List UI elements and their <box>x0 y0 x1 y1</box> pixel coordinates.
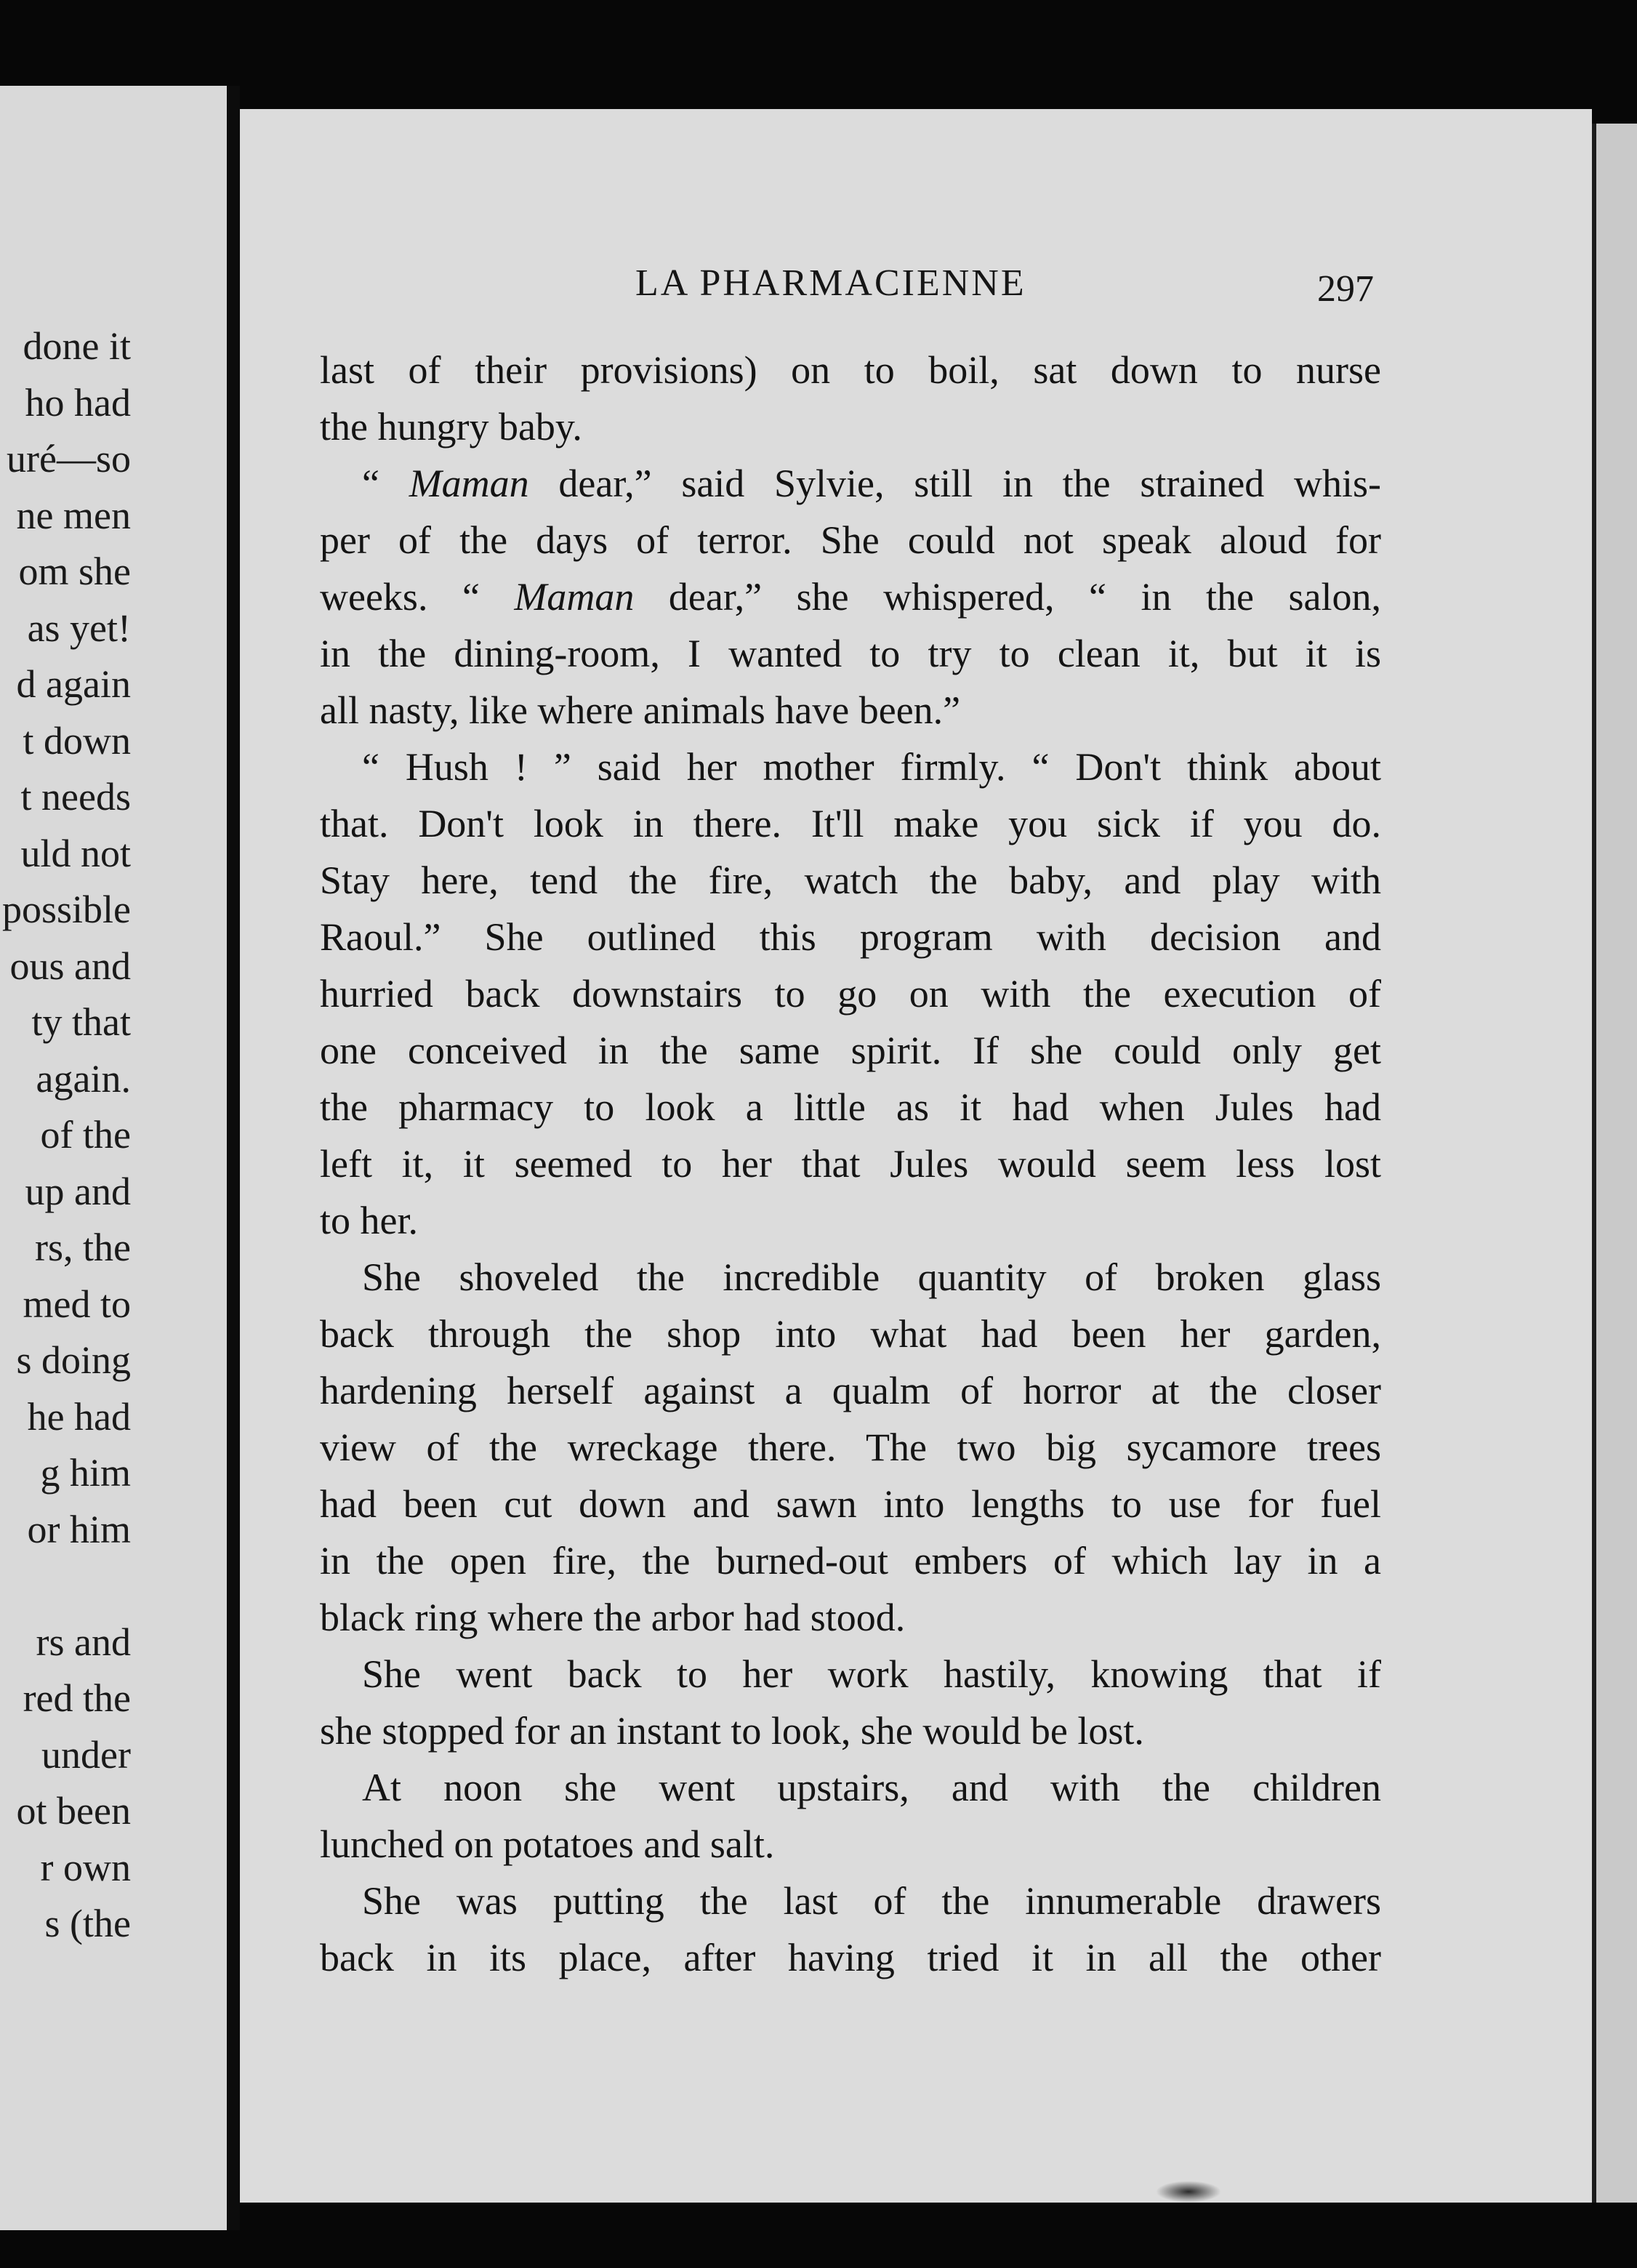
previous-page-line: red the <box>23 1676 131 1720</box>
text-line: back through the shop into what had been her garden, <box>320 1312 1381 1356</box>
previous-page-line: d again <box>16 662 131 706</box>
text-line: left it, it seemed to her that Jules would seem less lost <box>320 1142 1381 1186</box>
previous-page-line: as yet! <box>27 606 131 650</box>
text-line: per of the days of terror. She could not speak aloud for <box>320 518 1381 562</box>
previous-page-line: under <box>41 1732 131 1777</box>
text-line: black ring where the arbor had stood. <box>320 1596 906 1639</box>
previous-page-line: med to <box>23 1282 131 1326</box>
previous-page-line: ho had <box>25 380 131 425</box>
text-line: the hungry baby. <box>320 405 582 449</box>
previous-page-line: g him <box>40 1451 131 1495</box>
text-line: lunched on potatoes and salt. <box>320 1822 775 1866</box>
previous-page-line: ne men <box>16 493 131 537</box>
previous-page-text <box>0 318 131 1953</box>
text-line: “ Maman dear,” said Sylvie, still in the strained whis- <box>362 462 1382 505</box>
text-line: she stopped for an instant to look, she would be lost. <box>320 1709 1144 1753</box>
text-line: had been cut down and sawn into lengths to use for fuel <box>320 1482 1381 1526</box>
text-line: weeks. “ Maman dear,” she whispered, “ in the salon, <box>320 575 1381 619</box>
previous-page-line: uld not <box>20 831 131 875</box>
text-line: She went back to her work hastily, knowing that if <box>362 1652 1381 1696</box>
text-line: that. Don't look in there. It'll make you sick if you do. <box>320 802 1381 845</box>
previous-page-line: possible <box>1 888 131 931</box>
previous-page-line: of the <box>40 1113 131 1157</box>
previous-page-line: rs and <box>36 1620 131 1664</box>
previous-page-line: r own <box>40 1845 131 1889</box>
text-line: to her. <box>320 1199 418 1242</box>
previous-page-line: done it <box>23 324 131 368</box>
body-text <box>320 342 1381 1986</box>
text-line: all nasty, like where animals have been.” <box>320 688 961 732</box>
previous-page-line: om she <box>18 550 131 593</box>
page-number: 297 <box>1317 268 1374 310</box>
previous-page-line: rs, the <box>35 1226 131 1269</box>
book-spine <box>227 86 240 2230</box>
text-line: in the dining-room, I wanted to try to clean it, but it is <box>320 632 1381 675</box>
text-line: Raoul.” She outlined this program with decision and <box>320 915 1381 959</box>
text-line: in the open fire, the burned-out embers of which lay in a <box>320 1539 1381 1583</box>
text-line: She shoveled the incredible quantity of broken glass <box>362 1255 1381 1299</box>
scan-smudge <box>1156 2181 1221 2203</box>
previous-page-line: t needs <box>20 775 131 819</box>
text-line: At noon she went upstairs, and with the children <box>362 1766 1381 1809</box>
text-line: last of their provisions) on to boil, sat down to nurse <box>320 348 1381 392</box>
previous-page-line: s (the <box>44 1902 131 1945</box>
previous-page <box>0 86 227 2230</box>
previous-page-line: s doing <box>16 1338 131 1382</box>
text-line: view of the wreckage there. The two big sycamore trees <box>320 1425 1381 1469</box>
text-line: hardening herself against a qualm of horror at the closer <box>320 1369 1381 1412</box>
text-line: back in its place, after having tried it in all the other <box>320 1936 1381 1979</box>
previous-page-line: ty that <box>31 1000 131 1044</box>
previous-page-line: ot been <box>16 1789 131 1833</box>
previous-page-line: t down <box>23 718 131 763</box>
running-head: LA PHARMACIENNE <box>635 262 1026 304</box>
previous-page-line: or him <box>27 1507 131 1551</box>
text-line: She was putting the last of the innumerable drawers <box>362 1879 1381 1923</box>
previous-page-line: uré—so <box>7 437 131 480</box>
previous-page-line: again. <box>36 1056 131 1101</box>
previous-page-line <box>0 1558 131 1614</box>
text-line: Stay here, tend the fire, watch the baby, and play with <box>320 858 1381 902</box>
previous-page-line: up and <box>25 1169 131 1213</box>
text-line: one conceived in the same spirit. If she could only get <box>320 1029 1381 1072</box>
text-line: the pharmacy to look a little as it had when Jules had <box>320 1085 1381 1129</box>
previous-page-line: he had <box>27 1394 131 1439</box>
previous-page-line: ous and <box>9 944 131 988</box>
page-edge-line <box>1592 124 1596 2203</box>
page-edge <box>1592 124 1637 2203</box>
text-line: “ Hush ! ” said her mother firmly. “ Don't think about <box>362 745 1381 789</box>
text-line: hurried back downstairs to go on with the execution of <box>320 972 1381 1016</box>
